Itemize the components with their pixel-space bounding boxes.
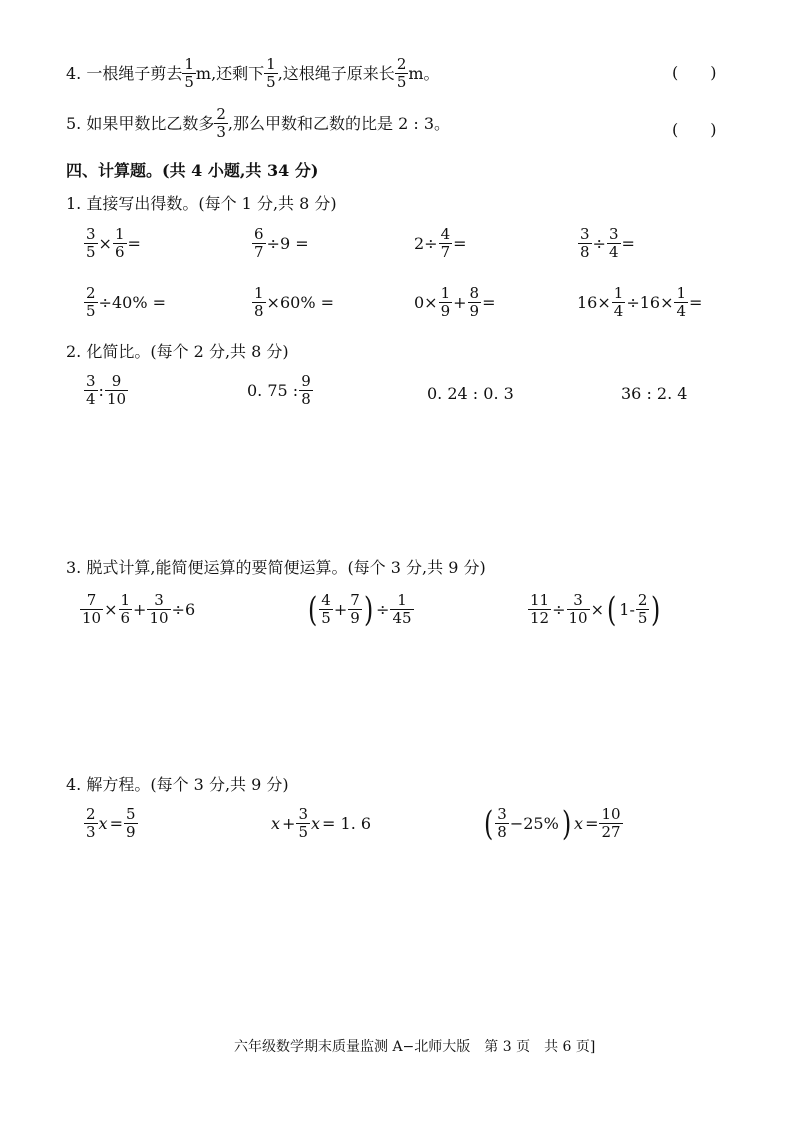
part-4-title: 4. 解方程。(每个 3 分,共 9 分) (66, 775, 289, 794)
p1-expr-5 (84, 285, 167, 320)
fraction: 2 3 (86, 805, 96, 841)
fraction: $\frac{10}{27}$ (601, 805, 621, 841)
expr-pre: 1- (619, 600, 635, 619)
p1-expr-6 (252, 285, 335, 320)
section-4-title: 四、计算题。(共 4 小题,共 34 分) (66, 161, 319, 180)
p3-expr-3 (528, 589, 663, 630)
p1-expr-1 (84, 226, 142, 261)
fraction: 9 10 (106, 372, 127, 408)
p2-expr-1 (84, 373, 128, 408)
equals: = (621, 234, 635, 253)
fraction: 9 8 (301, 372, 311, 408)
expr-rest: ÷6 (171, 600, 196, 619)
expr-pre: 0× (414, 293, 438, 312)
expr-mid: −25% (509, 814, 559, 833)
q4-fraction-3: 2 5 (396, 55, 407, 91)
fraction: $\frac{3}{5}$ (298, 805, 308, 841)
p4-equation-3 (482, 803, 623, 844)
right-paren: ) (363, 589, 374, 630)
operator: × (98, 234, 112, 253)
fraction: $\frac{1}{4}$ (676, 284, 687, 320)
operator: ÷16× (626, 293, 674, 312)
fraction: $\frac{5}{9}$ (125, 805, 136, 841)
fraction: $\frac{1}{9}$ (440, 284, 451, 320)
fraction: 3 8 (497, 805, 507, 841)
fraction: $\frac{3}{10}$ (149, 591, 169, 627)
right-paren: ) (651, 589, 661, 630)
fraction: 3 4 (86, 372, 96, 408)
right-paren: ) (561, 803, 572, 844)
page-footer: 六年级数学期末质量监测 A−北师大版 第 3 页 共 6 页] (234, 1039, 596, 1055)
equals: = (453, 234, 467, 253)
p1-expr-8 (576, 285, 703, 320)
left-paren: ( (483, 803, 494, 844)
expr-rest: = 1. 6 (322, 814, 372, 833)
q4-answer-paren[interactable]: ( ) (672, 63, 717, 82)
expr-pre: 16× (577, 293, 611, 312)
variable-x: x (574, 814, 584, 833)
fraction: $\frac{7}{10}$ (82, 591, 102, 627)
operator: ÷ (592, 234, 606, 253)
fraction: $\frac{3}{10}$ (568, 591, 588, 627)
fraction: $\frac{1}{8}$ (254, 284, 264, 320)
operator: × (590, 600, 604, 619)
expr-pre: 0. 75 : (247, 381, 299, 400)
operator: + (453, 293, 467, 312)
equals: = (109, 814, 123, 833)
p3-expr-2 (306, 589, 414, 630)
q5-text-post: ,那么甲数和乙数的比是 2 : 3。 (227, 113, 451, 133)
fraction: $\frac{8}{9}$ (469, 284, 480, 320)
operator: × (104, 600, 118, 619)
q4-text-post: m。 (408, 63, 440, 83)
fraction: $\frac{3}{4}$ (608, 225, 619, 261)
p2-expr-3: 0. 24 : 0. 3 (427, 384, 514, 403)
fraction: $\frac{2}{5}$ (86, 284, 96, 320)
fraction: $\frac{1}{45}$ (392, 591, 412, 627)
q4-text-pre: 4. 一根绳子剪去 (66, 63, 183, 83)
part-2-title: 2. 化简比。(每个 2 分,共 8 分) (66, 342, 289, 361)
operator: + (133, 600, 147, 619)
p2-expr-4: 36 : 2. 4 (621, 384, 688, 403)
fraction: $\frac{3}{5}$ (86, 225, 96, 261)
q4-fraction-2: 1 5 (266, 55, 276, 91)
fraction: $\frac{11}{12}$ (530, 591, 550, 627)
expr-pre: 2÷ (414, 234, 438, 253)
part-3-title: 3. 脱式计算,能简便运算的要简便运算。(每个 3 分,共 9 分) (66, 558, 486, 577)
operator: ÷ (552, 600, 566, 619)
q4-fraction-1: 1 5 (184, 55, 194, 91)
operator: + (333, 600, 348, 619)
equals: = (482, 293, 496, 312)
equals: = (127, 234, 141, 253)
p1-expr-3 (413, 226, 468, 261)
fraction: $\frac{4}{7}$ (440, 225, 451, 261)
fraction: $\frac{3}{8}$ (580, 225, 590, 261)
fraction: $\frac{7}{9}$ (350, 591, 360, 627)
p4-equation-1 (84, 806, 138, 841)
equals: = (689, 293, 703, 312)
ratio-sign: : (98, 381, 104, 400)
operator: + (282, 814, 296, 833)
fraction: $\frac{1}{6}$ (114, 225, 125, 261)
p1-expr-4 (578, 226, 636, 261)
judge-question-4 (66, 56, 440, 91)
part-1-title: 1. 直接写出得数。(每个 1 分,共 8 分) (66, 194, 337, 213)
expr-rest: ÷9 = (266, 234, 309, 253)
left-paren: ( (307, 589, 318, 630)
fraction: $\frac{1}{6}$ (120, 591, 131, 627)
equals: = (585, 814, 599, 833)
judge-question-5 (66, 106, 450, 141)
q5-text-pre: 5. 如果甲数比乙数多 (66, 113, 215, 133)
p3-expr-1 (80, 592, 196, 627)
fraction: 4 5 (321, 591, 331, 627)
p1-expr-2 (252, 226, 310, 261)
operator: ÷ (376, 600, 390, 619)
expr-rest: ÷40% = (98, 293, 167, 312)
fraction: $\frac{6}{7}$ (254, 225, 264, 261)
q5-answer-paren[interactable]: ( ) (672, 120, 717, 139)
fraction: 2 5 (637, 591, 648, 627)
fraction: $\frac{1}{4}$ (613, 284, 624, 320)
q4-text-mid2: ,这根绳子原来长 (277, 63, 395, 83)
p1-expr-7 (413, 285, 497, 320)
p4-equation-2 (270, 806, 372, 841)
q5-fraction-1: 2 3 (216, 105, 226, 141)
variable-x: x (98, 814, 108, 833)
q4-text-mid1: m,还剩下 (195, 63, 265, 83)
p2-expr-2 (246, 373, 313, 408)
expr-rest: ×60% = (266, 293, 335, 312)
left-paren: ( (606, 589, 617, 630)
variable-x: x (310, 814, 321, 833)
variable-x: x (271, 814, 281, 833)
